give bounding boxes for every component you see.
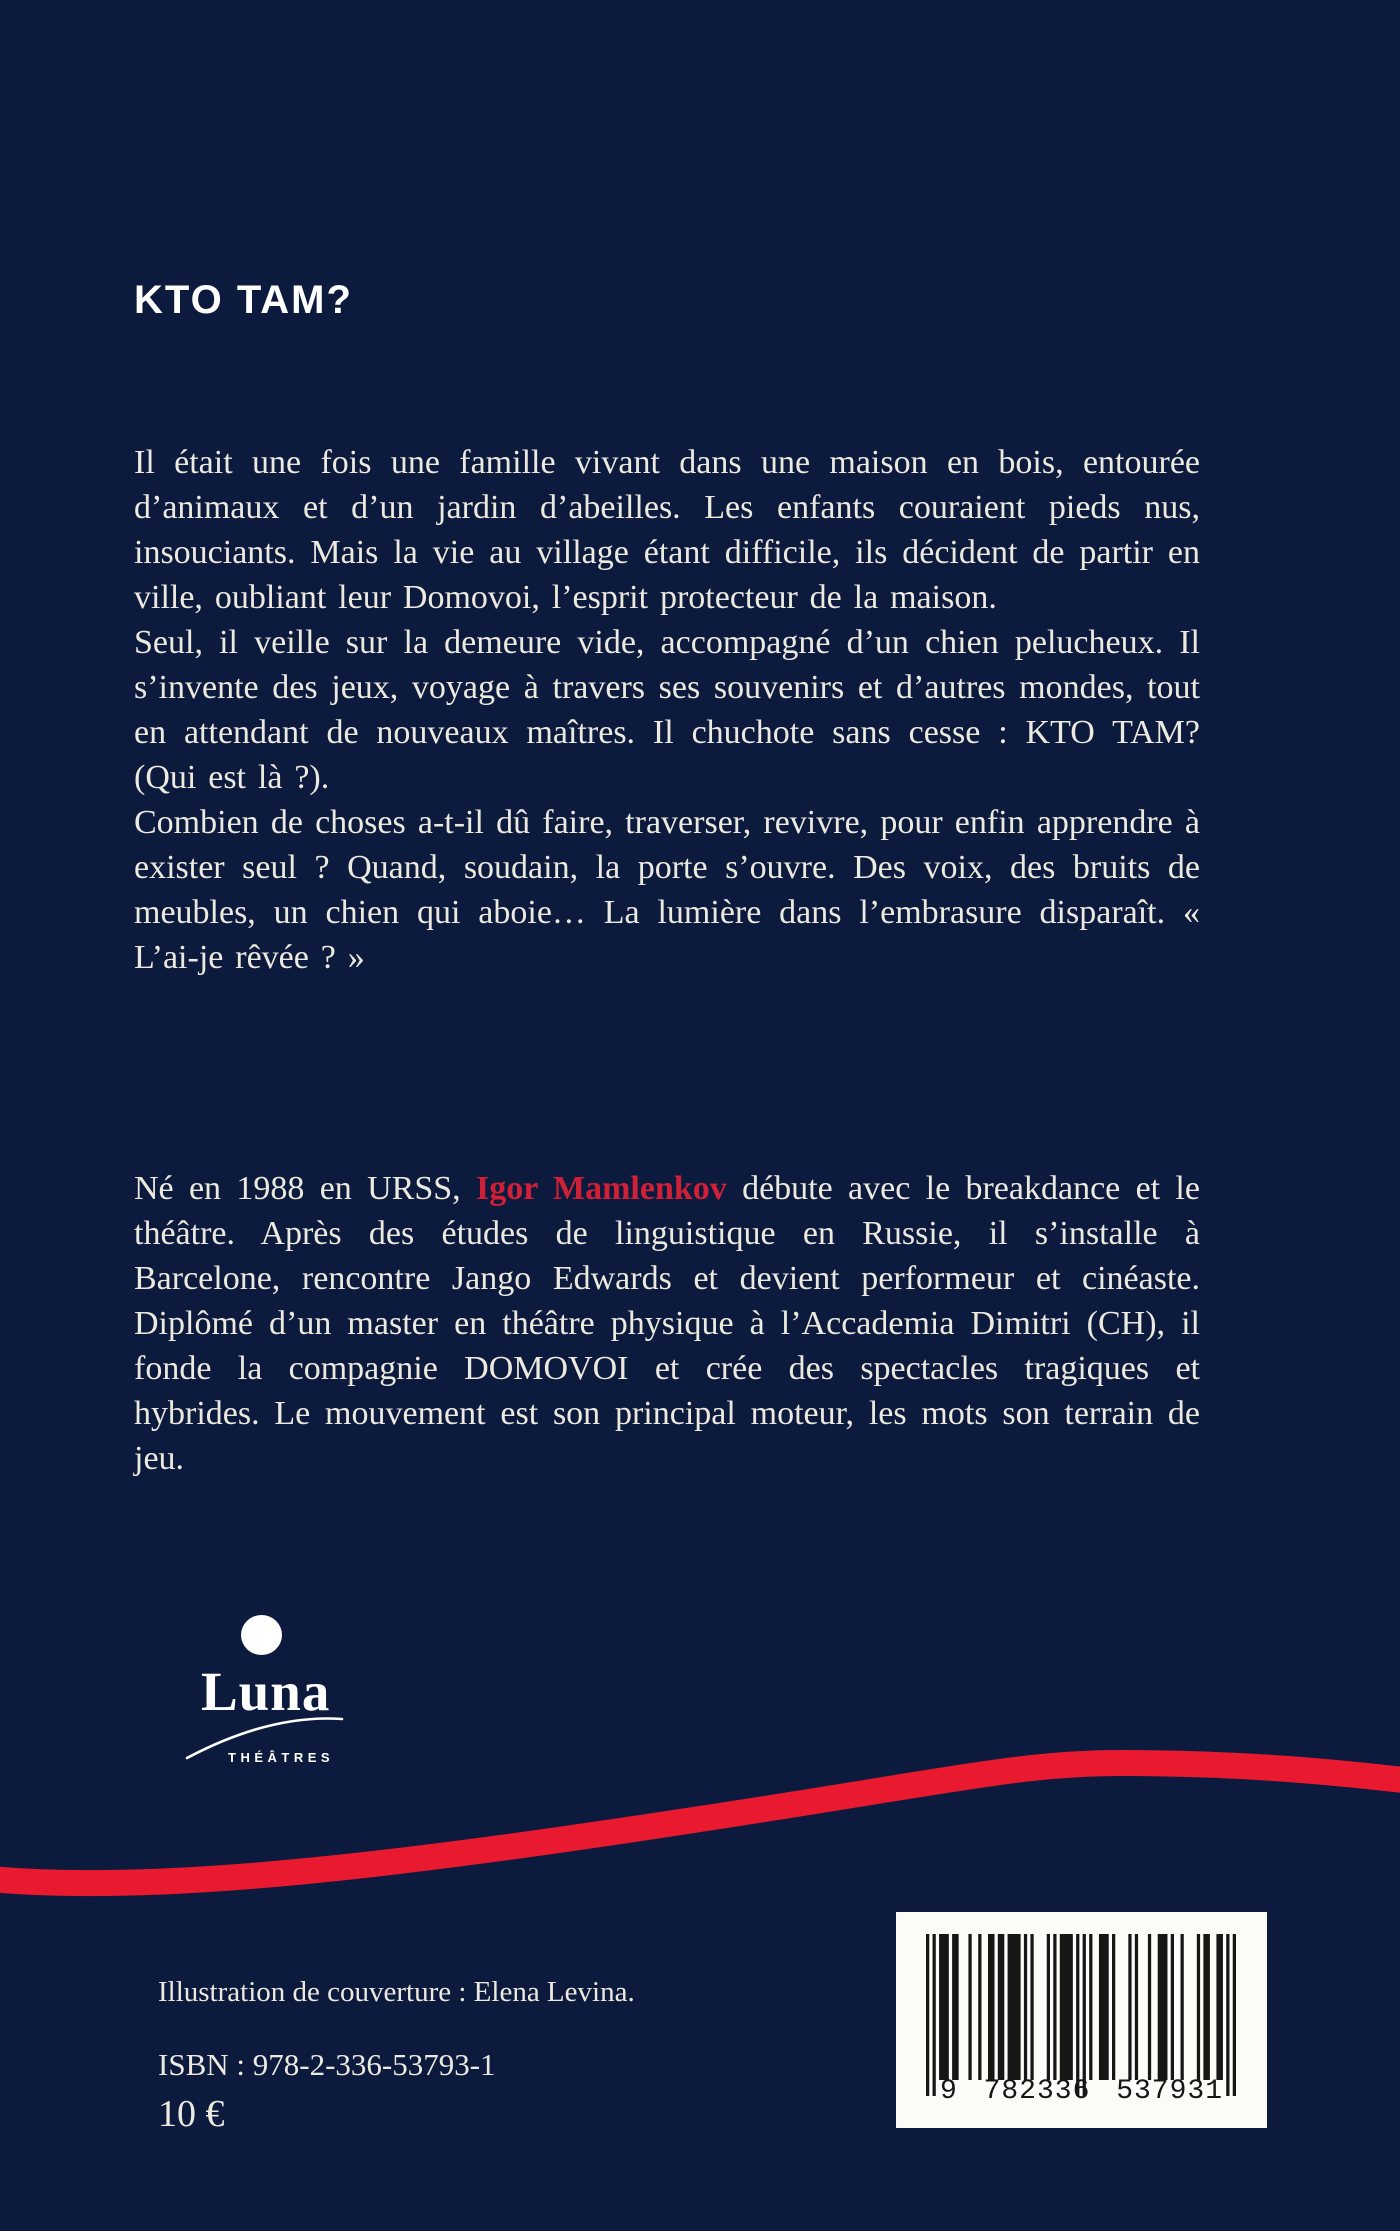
cover-illustration-credit: Illustration de couverture : Elena Levina. bbox=[158, 1976, 635, 2008]
author-bio bbox=[134, 1166, 1200, 1481]
bio-text-after: débute avec le breakdance et le théâtre. Après des études de linguistique en Russie, il s’installe à Barcelone, rencontre Jango Edwards et devient performeur et cinéaste. Diplômé d’un master en théâtre physique à l’Accademia Dimitri (CH), il fonde la compagnie DOMOVOI et crée des spectacles tragiques et hybrides. Le mouvement est son principal moteur, les mots son terrain de jeu. bbox=[134, 1170, 1200, 1477]
barcode bbox=[896, 1912, 1267, 2128]
publisher-name: Luna bbox=[201, 1661, 331, 1722]
book-title: KTO TAM? bbox=[134, 278, 353, 322]
synopsis-paragraph-3: Combien de choses a-t-il dû faire, traverser, revivre, pour enfin apprendre à exister seul ? Quand, soudain, la porte s’ouvre. Des voix, des bruits de meubles, un chien qui aboie… La lumière dans l’embrasure disparaît. « L’ai-je rêvée ? » bbox=[134, 804, 1200, 976]
synopsis-paragraph-2: Seul, il veille sur la demeure vide, accompagné d’un chien pelucheux. Il s’invente des jeux, voyage à travers ses souvenirs et d’autres mondes, tout en attendant de nouveaux maîtres. Il chuchote sans cesse : KTO TAM? (Qui est là ?). bbox=[134, 624, 1200, 796]
bio-text-before: Né en 1988 en URSS, bbox=[134, 1170, 476, 1207]
author-name: Igor Mamlenkov bbox=[475, 1170, 727, 1207]
synopsis bbox=[134, 440, 1200, 980]
author-bio-paragraph bbox=[134, 1166, 1200, 1481]
publisher-tagline: THÉÂTRES bbox=[228, 1750, 335, 1765]
barcode-number: 9 782336 537931 bbox=[939, 2076, 1224, 2107]
moon-icon bbox=[241, 1615, 282, 1655]
barcode-bars-icon bbox=[926, 1934, 1236, 2096]
synopsis-paragraph-1: Il était une fois une famille vivant dans une maison en bois, entourée d’animaux et d’un jardin d’abeilles. Les enfants couraient pieds nus, insouciants. Mais la vie au village étant difficile, ils décident de partir en ville, oubliant leur Domovoi, l’esprit protecteur de la maison. bbox=[134, 444, 1200, 616]
isbn-text: ISBN : 978-2-336-53793-1 bbox=[158, 2047, 496, 2082]
price-text: 10 € bbox=[158, 2093, 225, 2135]
